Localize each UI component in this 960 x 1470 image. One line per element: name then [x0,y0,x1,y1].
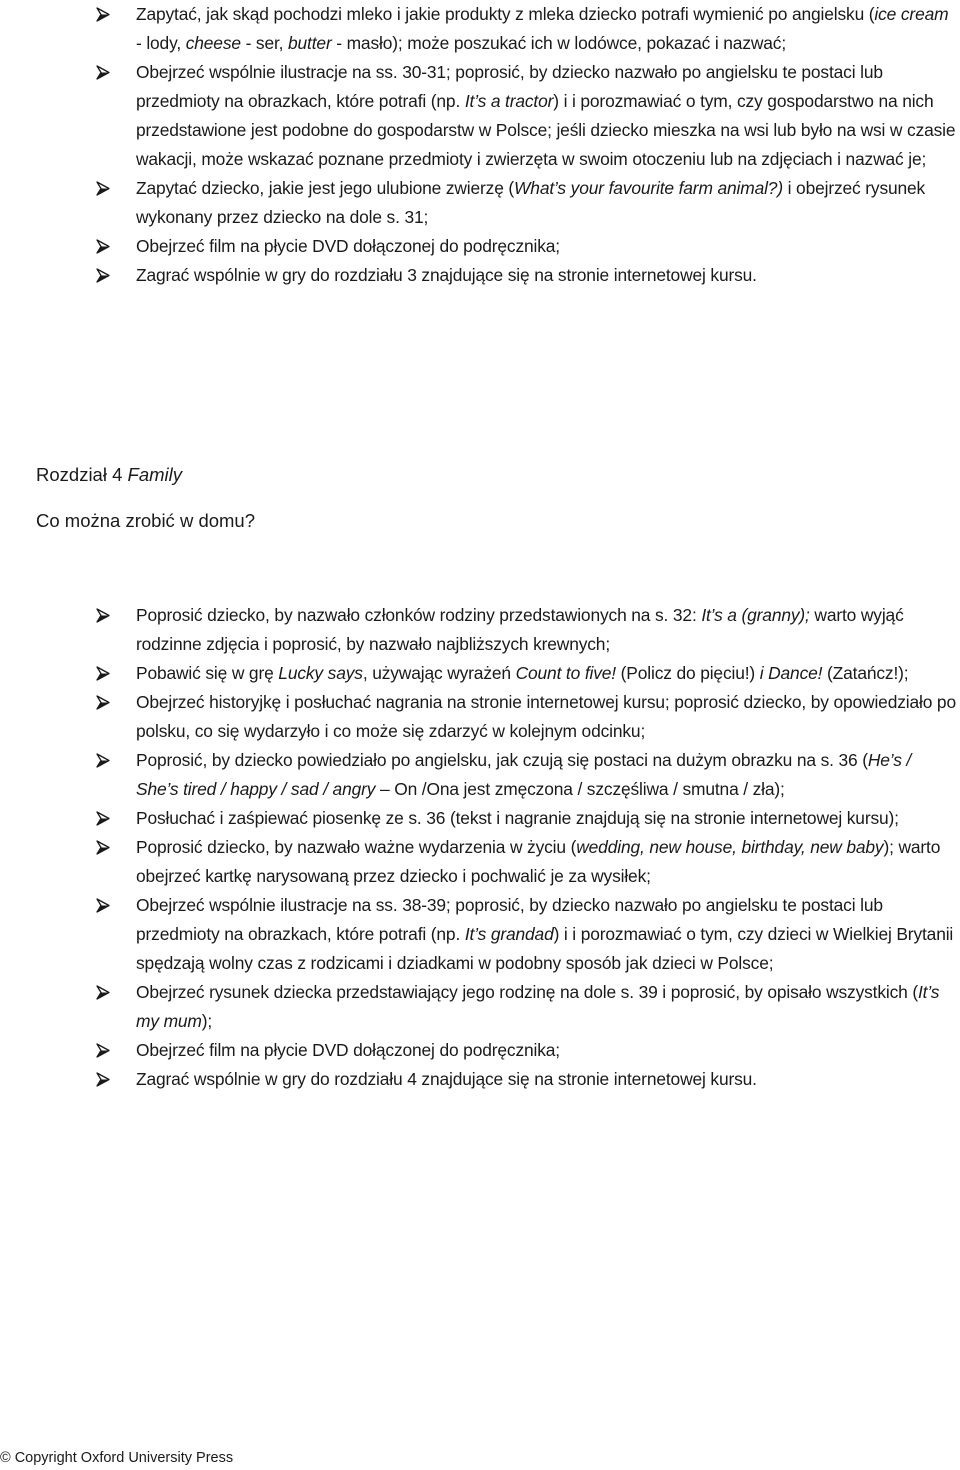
chapter-heading [36,461,182,489]
list-item [0,1065,960,1094]
list-item [0,0,960,58]
arrowhead-bullet-icon [96,840,110,855]
list-item [0,261,960,290]
arrowhead-bullet-icon [96,666,110,681]
text-segment: Zapytać, jak skąd pochodzi mleko i jakie produkty z mleka dziecko potrafi wymienić po angielsku ( [136,4,875,24]
list-item [0,174,960,232]
arrowhead-bullet-icon [96,239,110,254]
arrowhead-bullet-icon [96,608,110,623]
text-segment: ); warto obejrzeć kartkę narysowaną przez dziecko i pochwalić je za wysiłek; [136,837,941,886]
text-segment: Obejrzeć wspólnie ilustracje na ss. 30-31; poprosić, by dziecko nazwało po angielsku te postaci lub przedmioty na obrazkach, które potrafi (np. [136,62,883,111]
text-segment: i obejrzeć rysunek wykonany przez dziecko na dole s. 31; [136,178,926,227]
text-segment: Obejrzeć film na płycie DVD dołączonej do podręcznika; [136,236,560,256]
italic-phrase: It’s a tractor [464,91,554,111]
list-item [0,659,960,688]
text-segment: Obejrzeć film na płycie DVD dołączonej do podręcznika; [136,1040,560,1060]
text-segment: , używając wyrażeń [362,663,516,683]
text-segment: Zagrać wspólnie w gry do rozdziału 3 znajdujące się na stronie internetowej kursu. [136,265,757,285]
italic-phrase: It’s a (granny); [701,605,810,625]
arrowhead-bullet-icon [96,753,110,768]
italic-phrase: butter [288,33,332,53]
arrowhead-bullet-icon [96,1072,110,1087]
list-item [0,891,960,978]
arrowhead-bullet-icon [96,898,110,913]
list-item [0,978,960,1036]
italic-phrase: ice cream [874,4,949,24]
list-item [0,232,960,261]
italic-phrase: i Dance! [759,663,823,683]
arrowhead-bullet-icon [96,268,110,283]
text-segment: - masło); może poszukać ich w lodówce, pokazać i nazwać; [331,33,787,53]
copyright-footer: © Copyright Oxford University Press [0,1450,234,1466]
text-segment: Poprosić dziecko, by nazwało członków rodziny przedstawionych na s. 32: [136,605,702,625]
chapter-number: Rozdział 4 [36,464,128,485]
list-item [0,833,960,891]
arrowhead-bullet-icon [96,985,110,1000]
text-segment: warto wyjąć rodzinne zdjęcia i poprosić, by nazwało najbliższych krewnych; [136,605,904,654]
list-item [0,688,960,746]
section-question: Co można zrobić w domu? [36,510,256,531]
arrowhead-bullet-icon [96,181,110,196]
text-segment: Poprosić, by dziecko powiedziało po angielsku, jak czują się postaci na dużym obrazku na s. 36 ( [136,750,868,770]
list-item [0,1036,960,1065]
italic-phrase: wedding, new house, birthday, new baby [576,837,884,857]
text-segment: (Zatańcz!); [822,663,909,683]
text-segment: Pobawić się w grę [136,663,279,683]
italic-phrase: What’s your favourite farm animal?) [514,178,783,198]
text-segment: Obejrzeć wspólnie ilustracje na ss. 38-39; poprosić, by dziecko nazwało po angielsku te postaci lub przedmioty na obrazkach, które potrafi (np. [136,895,883,944]
text-segment: Obejrzeć historyjkę i posłuchać nagrania na stronie internetowej kursu; poprosić dziecko, by opowiedziało po polsku, co się wydarzyło i co może się zdarzyć w kolejnym odcinku; [136,692,956,741]
text-segment: ) i i porozmawiać o tym, czy dzieci w Wielkiej Brytanii spędzają wolny czas z rodzicami i dziadkami w podobny sposób jak dzieci w Polsce; [136,924,954,973]
italic-phrase: He’s / She’s tired / happy / sad / angry [136,750,912,799]
text-segment: Posłuchać i zaśpiewać piosenkę ze s. 36 (tekst i nagranie znajdują się na stronie internetowej kursu); [136,808,899,828]
text-segment: – On /Ona jest zmęczona / szczęśliwa / smutna / zła); [375,779,785,799]
list-item [0,746,960,804]
text-segment: Poprosić dziecko, by nazwało ważne wydarzenia w życiu ( [136,837,577,857]
italic-phrase: cheese [185,33,241,53]
arrowhead-bullet-icon [96,811,110,826]
text-segment: Obejrzeć rysunek dziecka przedstawiający jego rodzinę na dole s. 39 i poprosić, by opisało wszystkich ( [136,982,918,1002]
list-item [0,58,960,174]
italic-phrase: It’s grandad [464,924,554,944]
italic-phrase: Lucky says [278,663,363,683]
list-item [0,601,960,659]
text-segment: - ser, [240,33,289,53]
text-segment: - lody, [136,33,186,53]
arrowhead-bullet-icon [96,65,110,80]
text-segment: ); [201,1011,213,1031]
italic-phrase: Count to five! [515,663,616,683]
list-item [0,804,960,833]
arrowhead-bullet-icon [96,1043,110,1058]
chapter-4-activity-list [0,601,960,1094]
text-segment: Zapytać dziecko, jakie jest jego ulubione zwierzę ( [136,178,515,198]
text-segment: ) i i porozmawiać o tym, czy gospodarstwo na nich przedstawione jest podobne do gospodarstw w Polsce; jeśli dziecko mieszka na wsi lub było na wsi w czasie wakacji, może wskazać poznane przedmioty i zwierzęta w swoim otoczeniu lub na zdjęciach i nazwać je; [136,91,956,169]
arrowhead-bullet-icon [96,7,110,22]
italic-phrase: It’s my mum [136,982,940,1031]
chapter-3-activity-list [0,0,960,290]
arrowhead-bullet-icon [96,695,110,710]
chapter-title: Family [127,464,182,485]
text-segment: Zagrać wspólnie w gry do rozdziału 4 znajdujące się na stronie internetowej kursu. [136,1069,757,1089]
text-segment: (Policz do pięciu!) [615,663,760,683]
